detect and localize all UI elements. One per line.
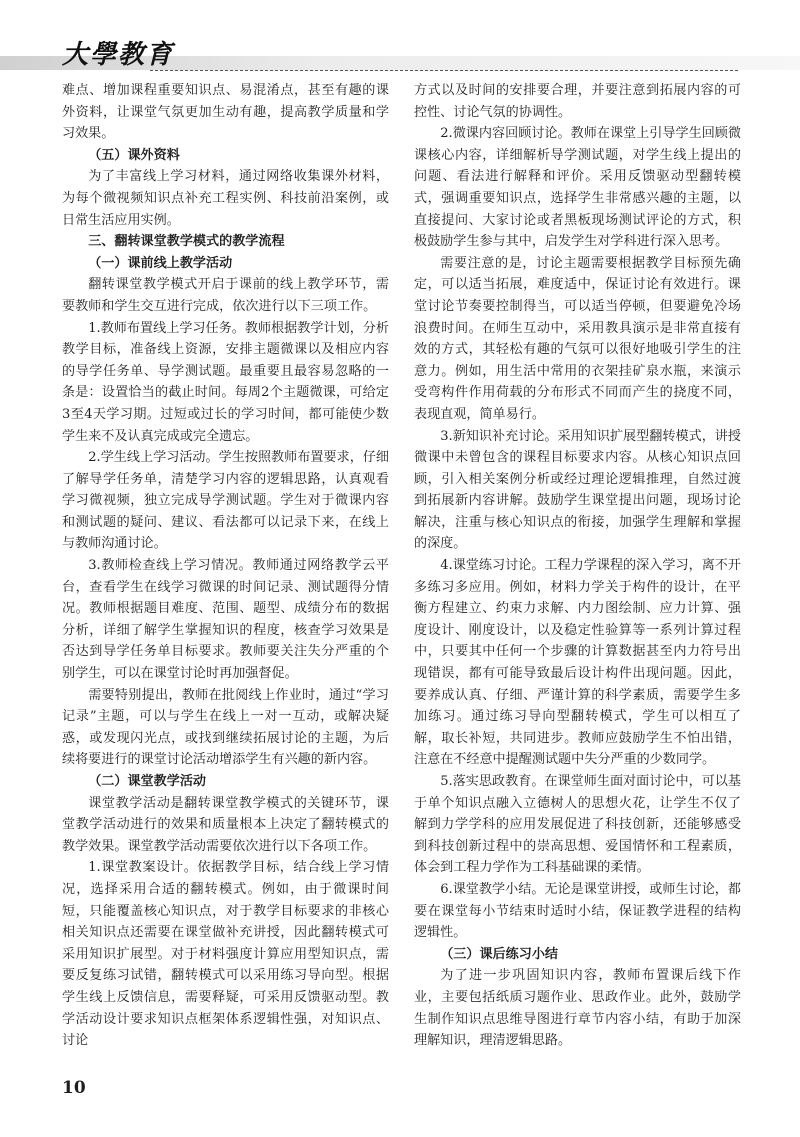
paragraph: 翻转课堂教学模式开启于课前的线上教学环节，需要教师和学生交互进行完成，依次进行以下三项工作。 <box>62 277 389 314</box>
masthead <box>0 0 800 80</box>
page-number: 10 <box>62 1078 86 1098</box>
paragraph: 4.课堂练习讨论。工程力学课程的深入学习，离不开多练习多应用。例如，材料力学关于构件的设计，在平衡方程建立、约束力求解、内力图绘制、应力计算、强度设计、刚度设计，以及稳定性验算等一系列计算过程中，只要其中任何一个步骤的计算数据甚至内力符号出现错误，都有可能导致最后设计构件出现问题。因此，要养成认真、仔细、严谨计算的科学素质，需要学生多加练习。通过练习导向型翻转模式，学生可以相互了解，取长补短，共同进步。教师应鼓励学生不怕出错，注意在不经意中提醒测试题中失分严重的少数同学。 <box>414 558 741 768</box>
subsection-heading-2: （二）课堂教学活动 <box>88 774 207 789</box>
paragraph: 需要注意的是，讨论主题需要根据教学目标预先确定，可以适当拓展，难度适中，保证讨论有效进行。课堂讨论节奏要控制得当，可以适当停顿，但要避免冷场浪费时间。在师生互动中，采用教具演示是非常直接有效的方式，其轻松有趣的气氛可以很好地吸引学生的注意力。例如，用生活中常用的衣架挂矿泉水瓶，来演示受弯构件作用荷载的分布形式不同而产生的挠度不同，表现直观，简单易行。 <box>414 255 741 422</box>
subsection-heading-3: （三）课后练习小结 <box>440 946 559 962</box>
section-heading-3: 三、翻转课堂教学模式的教学流程 <box>88 234 285 250</box>
paragraph: 为了进一步巩固知识内容，教师布置课后线下作业，主要包括纸质习题作业、思政作业。此外，鼓励学生制作知识点思维导图进行章节内容小结，有助于加深理解知识，理清逻辑思路。 <box>414 968 741 1049</box>
journal-logo: 大學教育 <box>62 40 175 70</box>
paragraph: 5.落实思政教育。在课堂师生面对面讨论中，可以基于单个知识点融入立德树人的思想火花，让学生不仅了解到力学学科的应用发展促进了科技创新，还能够感受到科技创新过程中的崇高思想、爱国情怀和工程素质，体会到工程力学作为工科基础课的柔情。 <box>414 774 741 876</box>
subsection-heading-5: （五）课外资料 <box>88 147 180 163</box>
left-column <box>62 80 389 1052</box>
header-rule <box>150 70 738 71</box>
paragraph: 课堂教学活动是翻转课堂教学模式的关键环节，课堂教学活动进行的效果和质量根本上决定了翻转模式的教学效果。课堂教学活动需要依次进行以下各项工作。 <box>62 795 389 854</box>
paragraph: 1.教师布置线上学习任务。教师根据教学计划，分析教学目标，准备线上资源，安排主题微课以及相应内容的导学任务单、导学测试题。最重要且最容易忽略的一条是：设置恰当的截止时间。每周2个主题微课，可给定3至4天学习期。过短或过长的学习时间，都可能使少数学生来不及认真完成或完全遗忘。 <box>62 320 389 444</box>
paragraph: 需要特别提出，教师在批阅线上作业时，通过“学习记录”主题，可以与学生在线上一对一互动，或解决疑惑，或发现闪光点，或找到继续拓展讨论的主题，为后续将要进行的课堂讨论活动增添学生有兴趣的新内容。 <box>62 687 389 768</box>
paragraph: 3.教师检查线上学习情况。教师通过网络教学云平台，查看学生在线学习微课的时间记录、测试题得分情况。教师根据题目难度、范围、题型、成绩分布的数据分析，详细了解学生掌握知识的程度，核查学习效果是否达到导学任务单目标要求。教师要关注失分严重的个别学生，可以在课堂讨论时再加强督促。 <box>62 558 389 682</box>
paragraph: 3.新知识补充讨论。采用知识扩展型翻转模式，讲授微课中未曾包含的课程目标要求内容。从核心知识点回顾，引入相关案例分析或经过理论逻辑推理，自然过渡到拓展新内容讲解。鼓励学生课堂提出问题，现场讨论解决，注重与核心知识点的衔接，加强学生理解和掌握的深度。 <box>414 428 741 552</box>
right-column <box>414 80 741 1052</box>
paragraph: 难点、增加课程重要知识点、易混淆点，甚至有趣的课外资料，让课堂气氛更加生动有趣，提高教学质量和学习效果。 <box>62 83 389 142</box>
subsection-heading-1: （一）课前线上教学活动 <box>88 255 233 271</box>
paragraph: 方式以及时间的安排要合理，并要注意到拓展内容的可控性、讨论气氛的协调性。 <box>414 83 741 120</box>
paragraph: 为了丰富线上学习材料，通过网络收集课外材料，为每个微视频知识点补充工程实例、科技前沿案例，或日常生活应用实例。 <box>62 169 389 228</box>
paragraph: 2.微课内容回顾讨论。教师在课堂上引导学生回顾微课核心内容，详细解析导学测试题，对学生线上提出的问题、看法进行解释和评价。采用反馈驱动型翻转模式，强调重要知识点，选择学生非常感兴趣的主题，以直接提问、大家讨论或者黑板现场测试评论的方式，积极鼓励学生参与其中，启发学生对学科进行深入思考。 <box>414 126 741 250</box>
paragraph: 6.课堂教学小结。无论是课堂讲授，或师生讨论，都要在课堂每小节结束时适时小结，保证教学进程的结构逻辑性。 <box>414 881 741 941</box>
paragraph: 1.课堂教案设计。依据教学目标，结合线上学习情况，选择采用合适的翻转模式。例如，由于微课时间短，只能覆盖核心知识点，对于教学目标要求的非核心相关知识点还需要在课堂做补充讲授，因此翻转模式可采用知识扩展型。对于材料强度计算应用型知识点，需要反复练习试错，翻转模式可以采用练习导向型。根据学生线上反馈信息，需要释疑，可采用反馈驱动型。教学活动设计要求知识点框架体系逻辑性强，对知识点、讨论 <box>62 860 389 1049</box>
paragraph: 2.学生线上学习活动。学生按照教师布置要求，仔细了解导学任务单，清楚学习内容的逻辑思路，认真观看学习微视频，独立完成导学测试题。学生对于微课内容和测试题的疑问、建议、看法都可以记录下来，在线上与教师沟通讨论。 <box>62 450 389 552</box>
